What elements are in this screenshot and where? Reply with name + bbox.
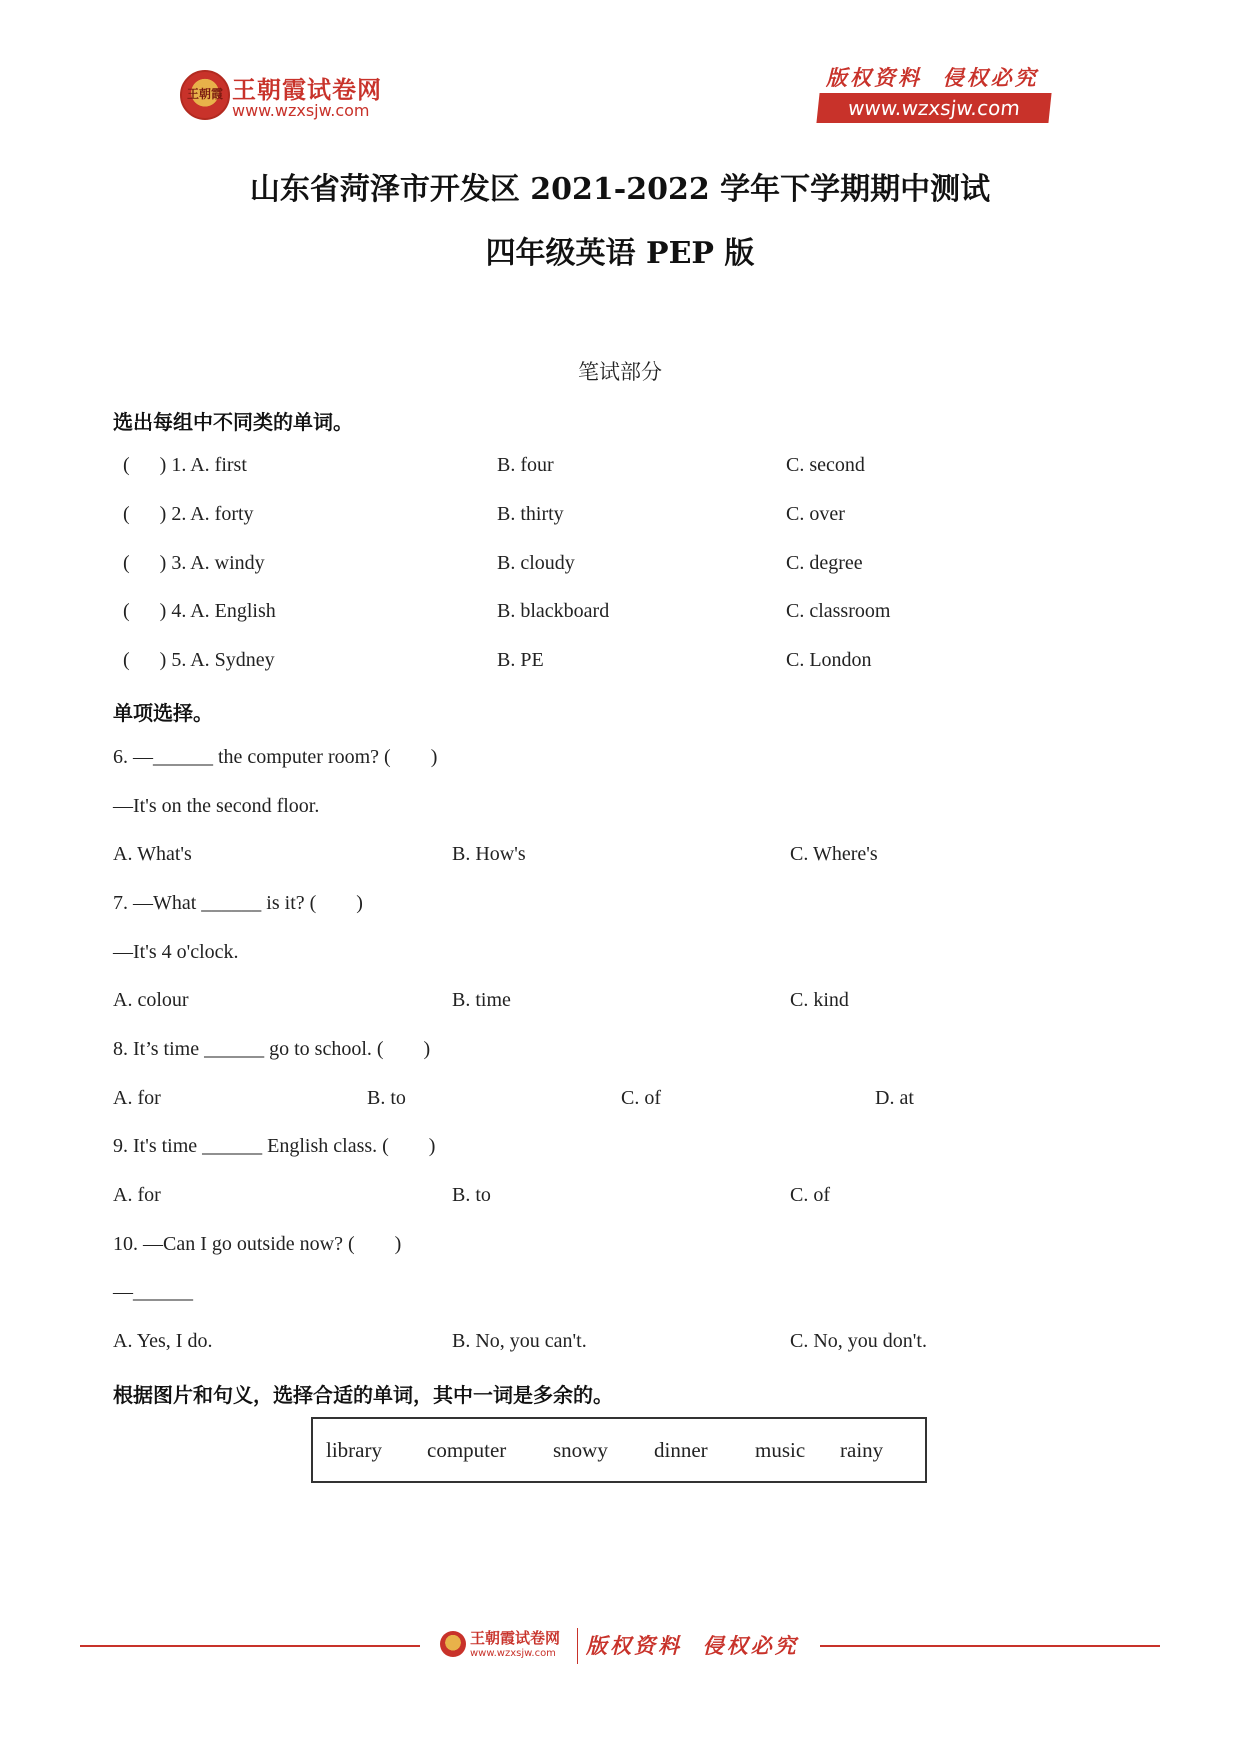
q10-option-b: B. No, you can't.: [452, 1330, 587, 1352]
copyright-url-banner: www.wzxsjw.com: [816, 93, 1051, 123]
q7-reply: —It's 4 o'clock.: [113, 941, 239, 963]
page-title: 山东省菏泽市开发区 2021-2022 学年下学期期中测试: [249, 172, 991, 207]
copyright-notice: 版权资料 侵权必究: [826, 65, 1039, 90]
q7-option-a: A. colour: [113, 989, 189, 1011]
q9-option-b: B. to: [452, 1184, 491, 1206]
q10-option-c: C. No, you don't.: [790, 1330, 927, 1352]
q2-option-c: C. over: [786, 503, 845, 525]
q3-option-b: B. cloudy: [497, 552, 575, 574]
q4-option-a: ( ) 4. A. English: [123, 600, 276, 622]
q3-option-c: C. degree: [786, 552, 863, 574]
q8-option-d: D. at: [875, 1087, 914, 1109]
part2-heading: 单项选择。: [113, 701, 213, 725]
q4-option-b: B. blackboard: [497, 600, 610, 622]
word-bank-item: dinner: [654, 1438, 708, 1462]
word-bank-item: rainy: [840, 1438, 884, 1462]
q8-option-c: C. of: [621, 1087, 661, 1109]
q5-option-a: ( ) 5. A. Sydney: [123, 649, 275, 671]
footer-logo-url: www.wzxsjw.com: [470, 1648, 556, 1659]
q6-reply: —It's on the second floor.: [113, 795, 320, 817]
q10-option-a: A. Yes, I do.: [113, 1330, 213, 1352]
q8-option-b: B. to: [367, 1087, 406, 1109]
q9-option-c: C. of: [790, 1184, 830, 1206]
word-bank-item: computer: [427, 1438, 507, 1462]
footer-copyright: 版权资料 侵权必究: [586, 1633, 799, 1658]
q6-stem: 6. —______ the computer room? ( ): [113, 746, 438, 768]
q2-option-a: ( ) 2. A. forty: [123, 503, 254, 525]
q6-option-b: B. How's: [452, 843, 526, 865]
q6-option-a: A. What's: [113, 843, 192, 865]
q7-option-c: C. kind: [790, 989, 849, 1011]
part3-heading: 根据图片和句义，选择合适的单词，其中一词是多余的。: [113, 1383, 613, 1407]
word-bank: [311, 1417, 927, 1483]
q9-option-a: A. for: [113, 1184, 161, 1206]
logo-badge-text: 王朝霞: [186, 87, 223, 101]
q10-stem: 10. —Can I go outside now? ( ): [113, 1233, 402, 1255]
q7-option-b: B. time: [452, 989, 511, 1011]
part1-heading: 选出每组中不同类的单词。: [113, 410, 353, 434]
q8-option-a: A. for: [113, 1087, 161, 1109]
q4-option-c: C. classroom: [786, 600, 891, 622]
q7-stem: 7. —What ______ is it? ( ): [113, 892, 363, 914]
logo-emblem-icon: [180, 70, 230, 120]
footer-divider-right: [820, 1645, 1160, 1647]
q6-option-c: C. Where's: [790, 843, 878, 865]
footer-logo-name: 王朝霞试卷网: [470, 1629, 561, 1647]
q1-option-a: ( ) 1. A. first: [123, 454, 247, 476]
q10-reply: —______: [113, 1281, 193, 1303]
page-subtitle: 四年级英语 PEP 版: [485, 236, 755, 271]
footer-separator: [577, 1628, 578, 1664]
word-bank-item: library: [326, 1438, 382, 1462]
q8-stem: 8. It’s time ______ go to school. ( ): [113, 1038, 431, 1060]
q5-option-c: C. London: [786, 649, 872, 671]
word-bank-item: music: [755, 1438, 806, 1462]
q5-option-b: B. PE: [497, 649, 544, 671]
q1-option-b: B. four: [497, 454, 554, 476]
logo-url: www.wzxsjw.com: [232, 101, 370, 120]
q3-option-a: ( ) 3. A. windy: [123, 552, 265, 574]
section-title: 笔试部分: [578, 360, 662, 384]
q9-stem: 9. It's time ______ English class. ( ): [113, 1135, 436, 1157]
q2-option-b: B. thirty: [497, 503, 564, 525]
q1-option-c: C. second: [786, 454, 865, 476]
logo-name: 王朝霞试卷网: [232, 76, 382, 104]
word-bank-item: snowy: [553, 1438, 608, 1462]
footer-divider-left: [80, 1645, 420, 1647]
footer-logo-icon: [440, 1631, 466, 1657]
